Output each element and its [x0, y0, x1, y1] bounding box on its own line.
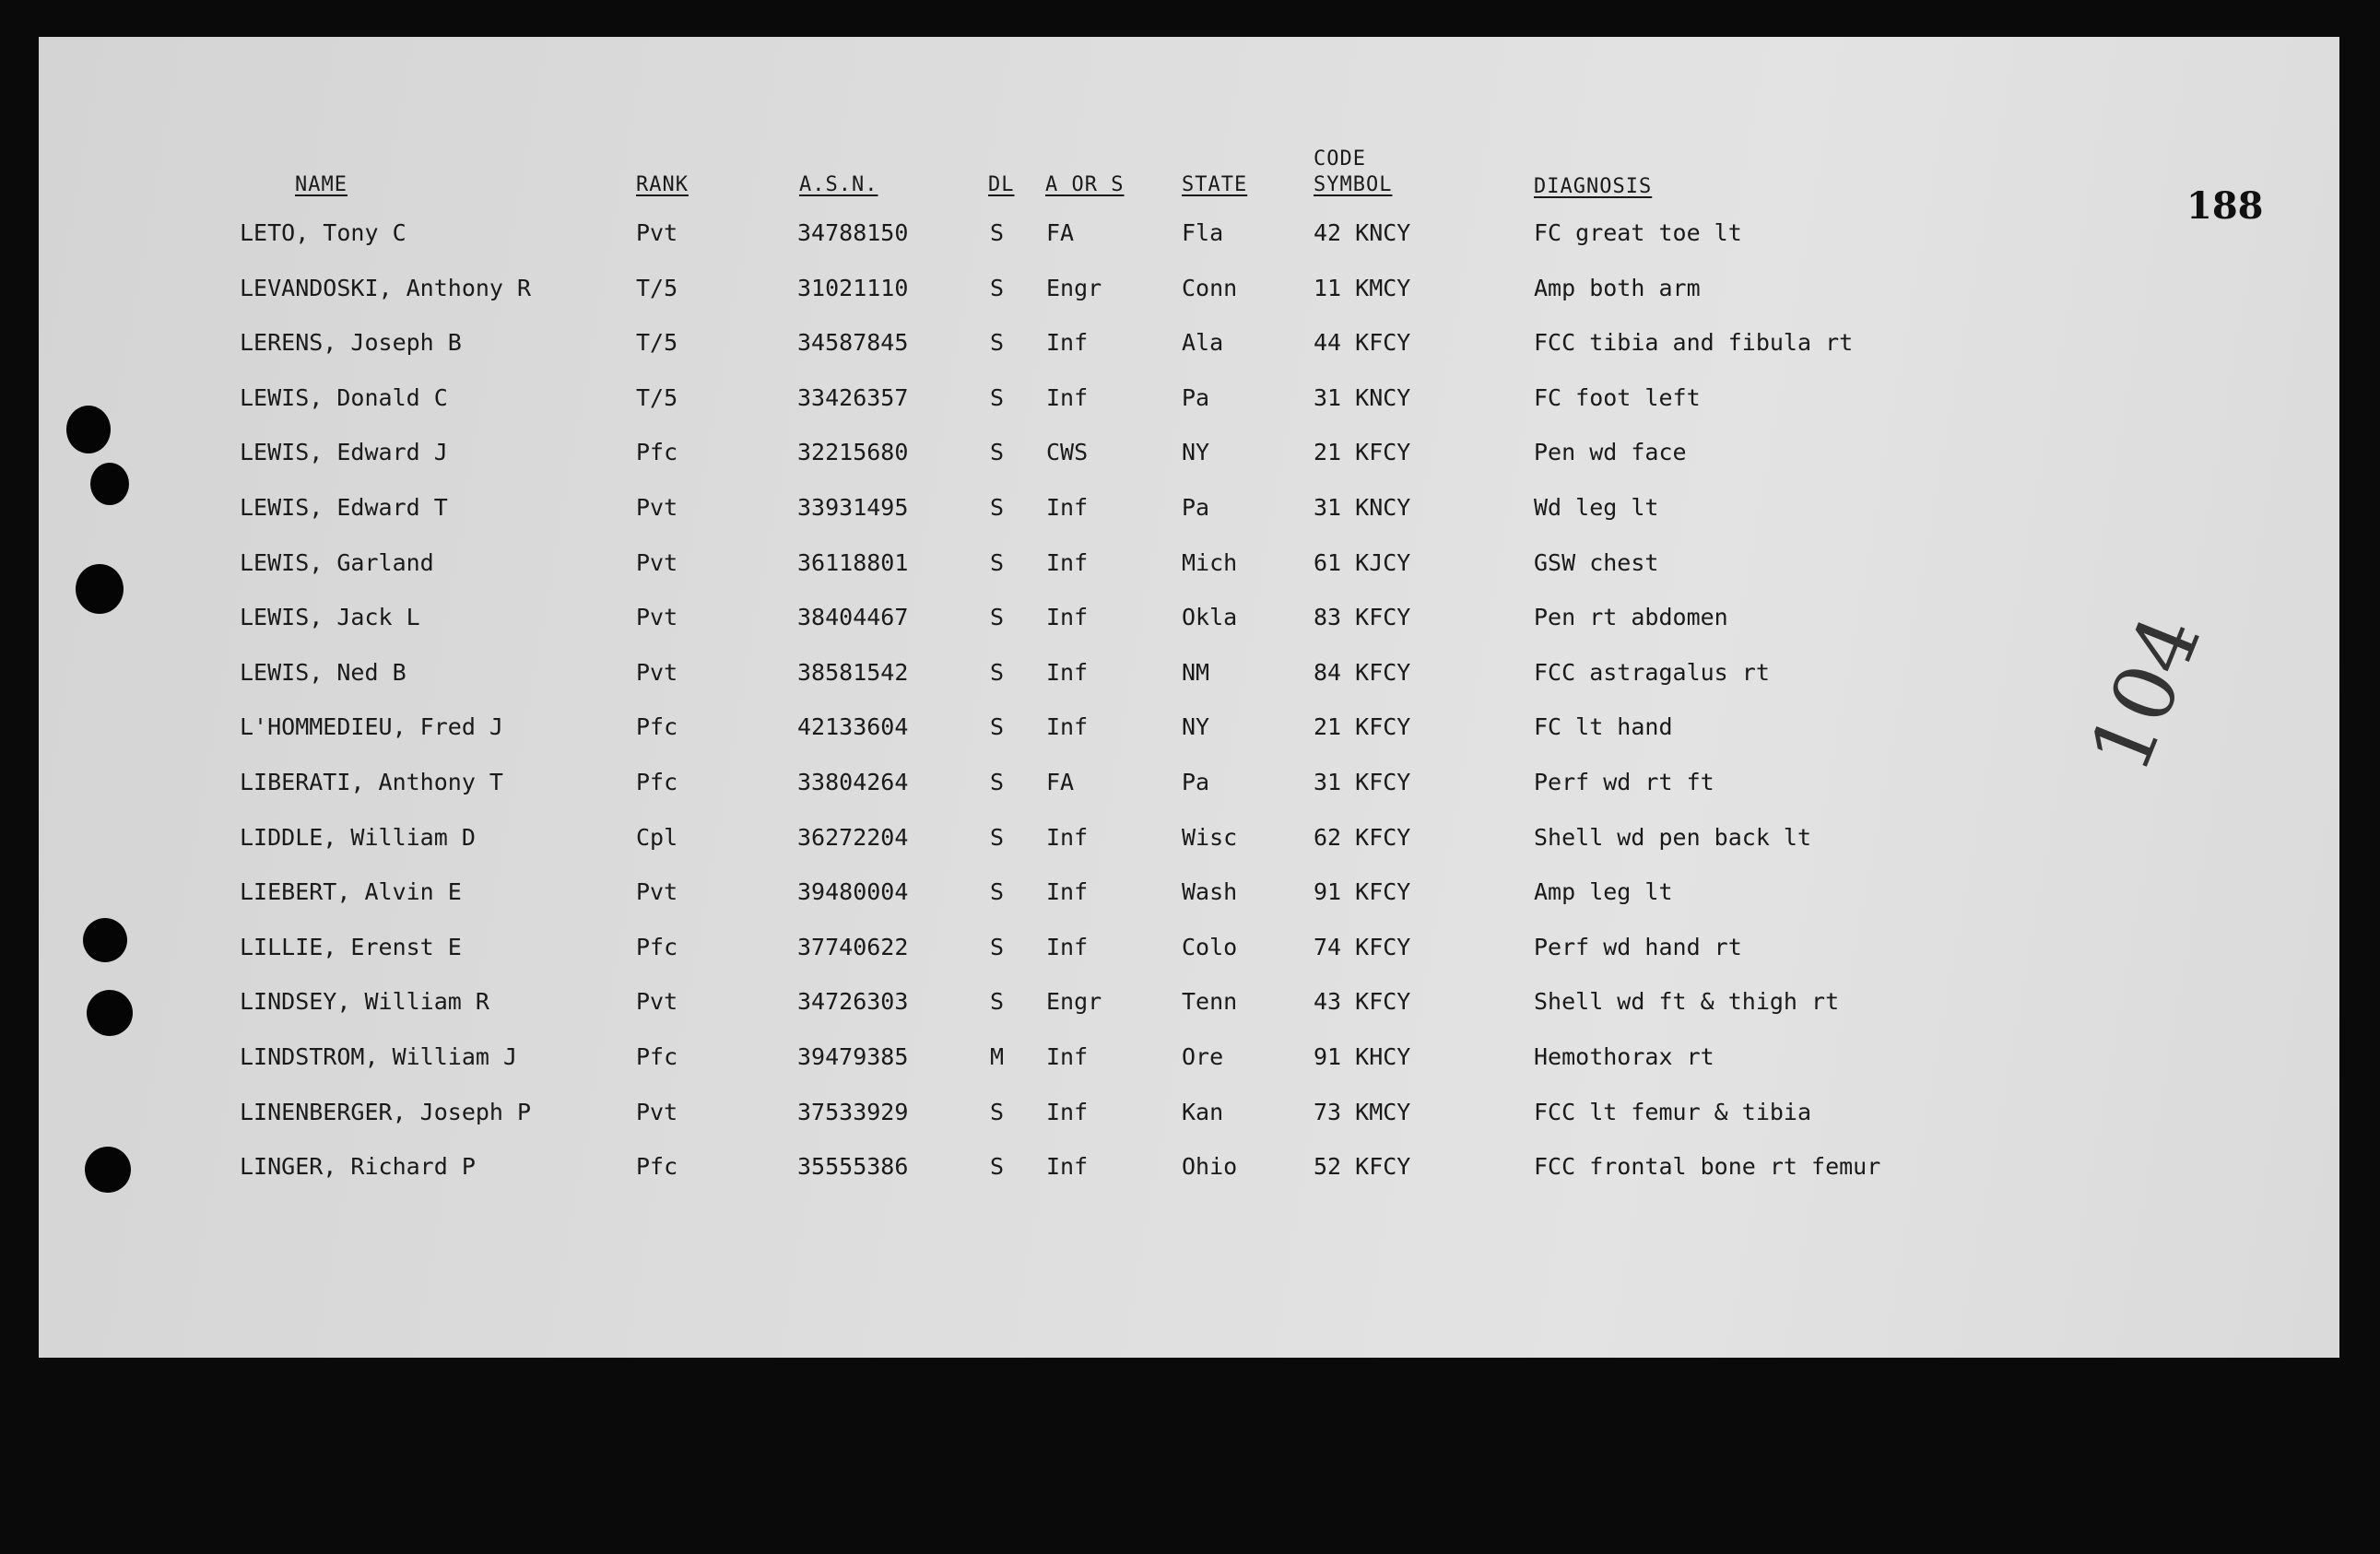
cell-dl: S: [990, 604, 1005, 630]
cell-dl: S: [990, 713, 1005, 740]
cell-rank: T/5: [636, 275, 678, 301]
cell-diagnosis: Shell wd ft & thigh rt: [1534, 988, 1840, 1015]
cell-a-or-s: Inf: [1046, 659, 1089, 686]
cell-dl: S: [990, 659, 1005, 686]
cell-code: 44 KFCY: [1314, 329, 1411, 356]
cell-diagnosis: Amp leg lt: [1534, 878, 1673, 905]
table-row: [39, 1043, 2339, 1080]
cell-code: 11 KMCY: [1314, 275, 1411, 301]
table-row: [39, 275, 2339, 312]
table-row: [39, 659, 2339, 696]
cell-dl: S: [990, 769, 1005, 795]
cell-asn: 33426357: [797, 384, 909, 411]
cell-state: Ohio: [1182, 1153, 1238, 1180]
cell-asn: 31021110: [797, 275, 909, 301]
cell-name: LETO, Tony C: [240, 219, 406, 246]
cell-diagnosis: Hemothorax rt: [1534, 1043, 1714, 1070]
header-name: NAME: [295, 173, 348, 196]
table-row: [39, 439, 2339, 476]
table-row: [39, 219, 2339, 256]
cell-asn: 35555386: [797, 1153, 909, 1180]
cell-asn: 36118801: [797, 549, 909, 576]
cell-diagnosis: FC great toe lt: [1534, 219, 1742, 246]
table-row: [39, 549, 2339, 586]
cell-diagnosis: FC lt hand: [1534, 713, 1673, 740]
cell-state: Pa: [1182, 384, 1210, 411]
cell-asn: 37533929: [797, 1099, 909, 1125]
cell-a-or-s: Engr: [1046, 275, 1102, 301]
table-row: [39, 329, 2339, 366]
cell-a-or-s: Inf: [1046, 1043, 1089, 1070]
cell-diagnosis: FC foot left: [1534, 384, 1701, 411]
cell-a-or-s: Inf: [1046, 934, 1089, 960]
table-row: [39, 988, 2339, 1025]
header-dl: DL: [988, 173, 1015, 196]
cell-asn: 33804264: [797, 769, 909, 795]
table-row: [39, 934, 2339, 971]
table-row: [39, 1153, 2339, 1190]
cell-code: 43 KFCY: [1314, 988, 1411, 1015]
cell-state: Okla: [1182, 604, 1238, 630]
cell-a-or-s: CWS: [1046, 439, 1089, 465]
cell-asn: 37740622: [797, 934, 909, 960]
cell-a-or-s: Inf: [1046, 384, 1089, 411]
header-rank: RANK: [636, 173, 689, 196]
cell-rank: Pvt: [636, 878, 678, 905]
cell-name: LEWIS, Edward T: [240, 494, 448, 521]
cell-diagnosis: Perf wd hand rt: [1534, 934, 1742, 960]
cell-rank: Pvt: [636, 988, 678, 1015]
cell-code: 21 KFCY: [1314, 713, 1411, 740]
cell-diagnosis: Amp both arm: [1534, 275, 1701, 301]
cell-rank: Pvt: [636, 494, 678, 521]
cell-name: LIDDLE, William D: [240, 824, 476, 851]
cell-a-or-s: Inf: [1046, 824, 1089, 851]
header-code-line1: CODE: [1314, 147, 1366, 171]
cell-a-or-s: Inf: [1046, 494, 1089, 521]
cell-state: Wisc: [1182, 824, 1238, 851]
cell-code: 84 KFCY: [1314, 659, 1411, 686]
header-state: STATE: [1182, 173, 1248, 196]
cell-state: NM: [1182, 659, 1210, 686]
cell-a-or-s: Inf: [1046, 329, 1089, 356]
cell-a-or-s: Inf: [1046, 549, 1089, 576]
cell-dl: M: [990, 1043, 1005, 1070]
cell-dl: S: [990, 219, 1005, 246]
cell-asn: 33931495: [797, 494, 909, 521]
cell-code: 91 KHCY: [1314, 1043, 1411, 1070]
cell-rank: T/5: [636, 384, 678, 411]
cell-state: Ore: [1182, 1043, 1224, 1070]
cell-diagnosis: GSW chest: [1534, 549, 1659, 576]
cell-asn: 34788150: [797, 219, 909, 246]
table-row: [39, 824, 2339, 861]
cell-rank: Pvt: [636, 604, 678, 630]
cell-diagnosis: Pen wd face: [1534, 439, 1687, 465]
cell-asn: 39479385: [797, 1043, 909, 1070]
cell-a-or-s: Engr: [1046, 988, 1102, 1015]
cell-state: Mich: [1182, 549, 1238, 576]
table-row: [39, 878, 2339, 915]
cell-state: Wash: [1182, 878, 1238, 905]
cell-diagnosis: FCC tibia and fibula rt: [1534, 329, 1854, 356]
header-diagnosis: DIAGNOSIS: [1534, 175, 1653, 198]
cell-state: NY: [1182, 713, 1210, 740]
handwritten-mark: 104: [2071, 602, 2221, 785]
cell-code: 61 KJCY: [1314, 549, 1411, 576]
cell-name: LERENS, Joseph B: [240, 329, 462, 356]
cell-dl: S: [990, 549, 1005, 576]
cell-a-or-s: Inf: [1046, 1153, 1089, 1180]
cell-state: Tenn: [1182, 988, 1238, 1015]
cell-diagnosis: Pen rt abdomen: [1534, 604, 1728, 630]
cell-asn: 42133604: [797, 713, 909, 740]
cell-name: LEWIS, Donald C: [240, 384, 448, 411]
cell-state: NY: [1182, 439, 1210, 465]
cell-dl: S: [990, 275, 1005, 301]
cell-code: 31 KNCY: [1314, 494, 1411, 521]
cell-name: LEWIS, Edward J: [240, 439, 448, 465]
cell-dl: S: [990, 329, 1005, 356]
cell-state: Pa: [1182, 494, 1210, 521]
cell-name: LINENBERGER, Joseph P: [240, 1099, 532, 1125]
cell-rank: Pfc: [636, 439, 678, 465]
cell-rank: Pvt: [636, 219, 678, 246]
cell-code: 91 KFCY: [1314, 878, 1411, 905]
cell-a-or-s: Inf: [1046, 878, 1089, 905]
cell-asn: 36272204: [797, 824, 909, 851]
cell-dl: S: [990, 384, 1005, 411]
cell-a-or-s: FA: [1046, 769, 1075, 795]
cell-dl: S: [990, 988, 1005, 1015]
cell-code: 21 KFCY: [1314, 439, 1411, 465]
cell-a-or-s: Inf: [1046, 713, 1089, 740]
cell-name: LEWIS, Jack L: [240, 604, 420, 630]
cell-code: 42 KNCY: [1314, 219, 1411, 246]
header-a-or-s: A OR S: [1045, 173, 1125, 196]
cell-name: LILLIE, Erenst E: [240, 934, 462, 960]
cell-diagnosis: Wd leg lt: [1534, 494, 1659, 521]
cell-name: L'HOMMEDIEU, Fred J: [240, 713, 503, 740]
cell-state: Ala: [1182, 329, 1224, 356]
cell-name: LIBERATI, Anthony T: [240, 769, 503, 795]
header-code-line2: SYMBOL: [1314, 173, 1393, 196]
table-row: [39, 1099, 2339, 1136]
cell-dl: S: [990, 1099, 1005, 1125]
cell-diagnosis: FCC lt femur & tibia: [1534, 1099, 1812, 1125]
cell-rank: Pvt: [636, 549, 678, 576]
cell-rank: Pfc: [636, 934, 678, 960]
cell-diagnosis: FCC astragalus rt: [1534, 659, 1770, 686]
document-page: [39, 37, 2339, 1358]
cell-rank: Pfc: [636, 769, 678, 795]
table-row: [39, 384, 2339, 421]
cell-rank: Pvt: [636, 1099, 678, 1125]
cell-rank: T/5: [636, 329, 678, 356]
cell-a-or-s: FA: [1046, 219, 1075, 246]
cell-code: 62 KFCY: [1314, 824, 1411, 851]
cell-code: 74 KFCY: [1314, 934, 1411, 960]
table-row: [39, 494, 2339, 531]
cell-a-or-s: Inf: [1046, 1099, 1089, 1125]
cell-dl: S: [990, 439, 1005, 465]
table-row: [39, 604, 2339, 641]
cell-dl: S: [990, 934, 1005, 960]
cell-rank: Pfc: [636, 1153, 678, 1180]
cell-a-or-s: Inf: [1046, 604, 1089, 630]
cell-asn: 34587845: [797, 329, 909, 356]
cell-diagnosis: Perf wd rt ft: [1534, 769, 1714, 795]
cell-diagnosis: FCC frontal bone rt femur: [1534, 1153, 1881, 1180]
cell-asn: 38581542: [797, 659, 909, 686]
cell-code: 73 KMCY: [1314, 1099, 1411, 1125]
cell-name: LEVANDOSKI, Anthony R: [240, 275, 532, 301]
cell-dl: S: [990, 878, 1005, 905]
cell-name: LINDSTROM, William J: [240, 1043, 518, 1070]
cell-code: 31 KNCY: [1314, 384, 1411, 411]
cell-rank: Pvt: [636, 659, 678, 686]
cell-state: Colo: [1182, 934, 1238, 960]
cell-dl: S: [990, 1153, 1005, 1180]
header-asn: A.S.N.: [799, 173, 878, 196]
cell-rank: Cpl: [636, 824, 678, 851]
cell-name: LIEBERT, Alvin E: [240, 878, 462, 905]
cell-name: LEWIS, Garland: [240, 549, 434, 576]
cell-rank: Pfc: [636, 713, 678, 740]
cell-name: LINGER, Richard P: [240, 1153, 476, 1180]
cell-rank: Pfc: [636, 1043, 678, 1070]
cell-asn: 34726303: [797, 988, 909, 1015]
table-row: [39, 769, 2339, 806]
cell-name: LINDSEY, William R: [240, 988, 489, 1015]
cell-dl: S: [990, 824, 1005, 851]
cell-asn: 32215680: [797, 439, 909, 465]
cell-code: 83 KFCY: [1314, 604, 1411, 630]
cell-state: Kan: [1182, 1099, 1224, 1125]
table-row: [39, 713, 2339, 750]
cell-code: 52 KFCY: [1314, 1153, 1411, 1180]
cell-state: Fla: [1182, 219, 1224, 246]
cell-name: LEWIS, Ned B: [240, 659, 406, 686]
cell-asn: 39480004: [797, 878, 909, 905]
cell-diagnosis: Shell wd pen back lt: [1534, 824, 1812, 851]
cell-dl: S: [990, 494, 1005, 521]
page-number: 188: [2186, 184, 2264, 228]
cell-code: 31 KFCY: [1314, 769, 1411, 795]
cell-state: Conn: [1182, 275, 1238, 301]
cell-asn: 38404467: [797, 604, 909, 630]
cell-state: Pa: [1182, 769, 1210, 795]
